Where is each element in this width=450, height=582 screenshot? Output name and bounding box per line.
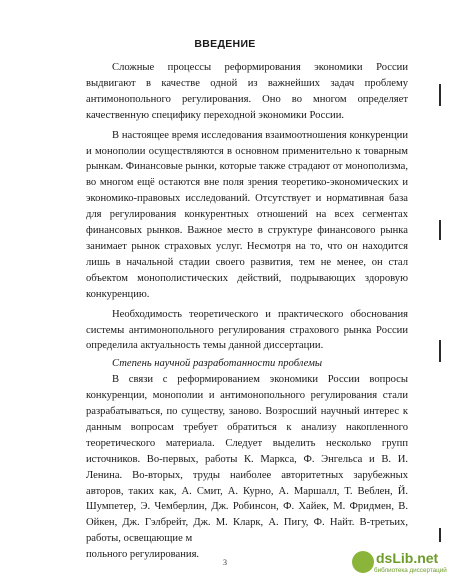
section-subheading: Степень научной разработанности проблемы [112,358,323,370]
paragraph-2: В настоящее время исследования взаимоотношения конкуренции и монополии осуществляются в основном применительно к товарным рынкам. Финансовые рынки, которые также страдают от монополизма, во многом ещё остаются вне поля зрения теоретико-экономических и экономико-правовых исследований. Отсутствует и нормативная база для регулирования конкурентных отношений на всех сегментах финансовых рынков. Важное место в структуре финансового рынка занимает рынок страховых услуг. Несмотря на то, что он находится лишь в начальной стадии своего развития, тем не менее, он стал объектом монополистических действий, подрывающих здоровую конкуренцию. [86,129,408,300]
margin-mark [439,84,441,106]
document-body [86,60,408,563]
watermark-caption: библиотека диссертаций [374,567,447,574]
paragraph-1: Сложные процессы реформирования экономики России выдвигают в качестве одной из важнейших задач проблему антимонопольного регулирования. Оно во многом определяет качественную специфику переходной экономики России. [86,62,408,121]
watermark [352,549,448,579]
margin-mark [439,340,441,362]
page-title: ВВЕДЕНИЕ [194,38,256,50]
watermark-logo-text: dsLib.net [376,550,439,566]
margin-mark [439,220,441,240]
margin-mark [439,528,441,542]
watermark-logo-icon [352,551,374,573]
paragraph-4: В связи с реформированием экономики России вопросы конкуренции, монополии и антимонопольного регулирования стали разрабатываться, по существу, заново. Возросший научный интерес к данным вопросам требует обратиться к анализу накопленного теоретического материала. Следует выделить несколько групп источников. Во-первых, работы К. Маркса, Ф. Энгельса и В. И. Ленина. Во-вторых, труды наиболее авторитетных зарубежных авторов, таких как, А. Смит, А. Курно, А. Маршалл, Т. Веблен, Й. Шумпетер, Э. Чемберлин, Дж. Робинсон, Ф. Хайек, М. Фридмен, В. Ойкен, Дж. Гэлбрейт, Дж. М. Кларк, А. Пигу, Ф. Найт. В-третьих, работы, освещающие м [86,374,408,545]
paragraph-3: Необходимость теоретического и практического обоснования системы антимонопольного регулирования страхового рынка России определила актуальность темы данной диссертации. [86,308,408,352]
paragraph-4-end: польного регулирования. [86,549,200,561]
page-number: 3 [223,558,227,567]
